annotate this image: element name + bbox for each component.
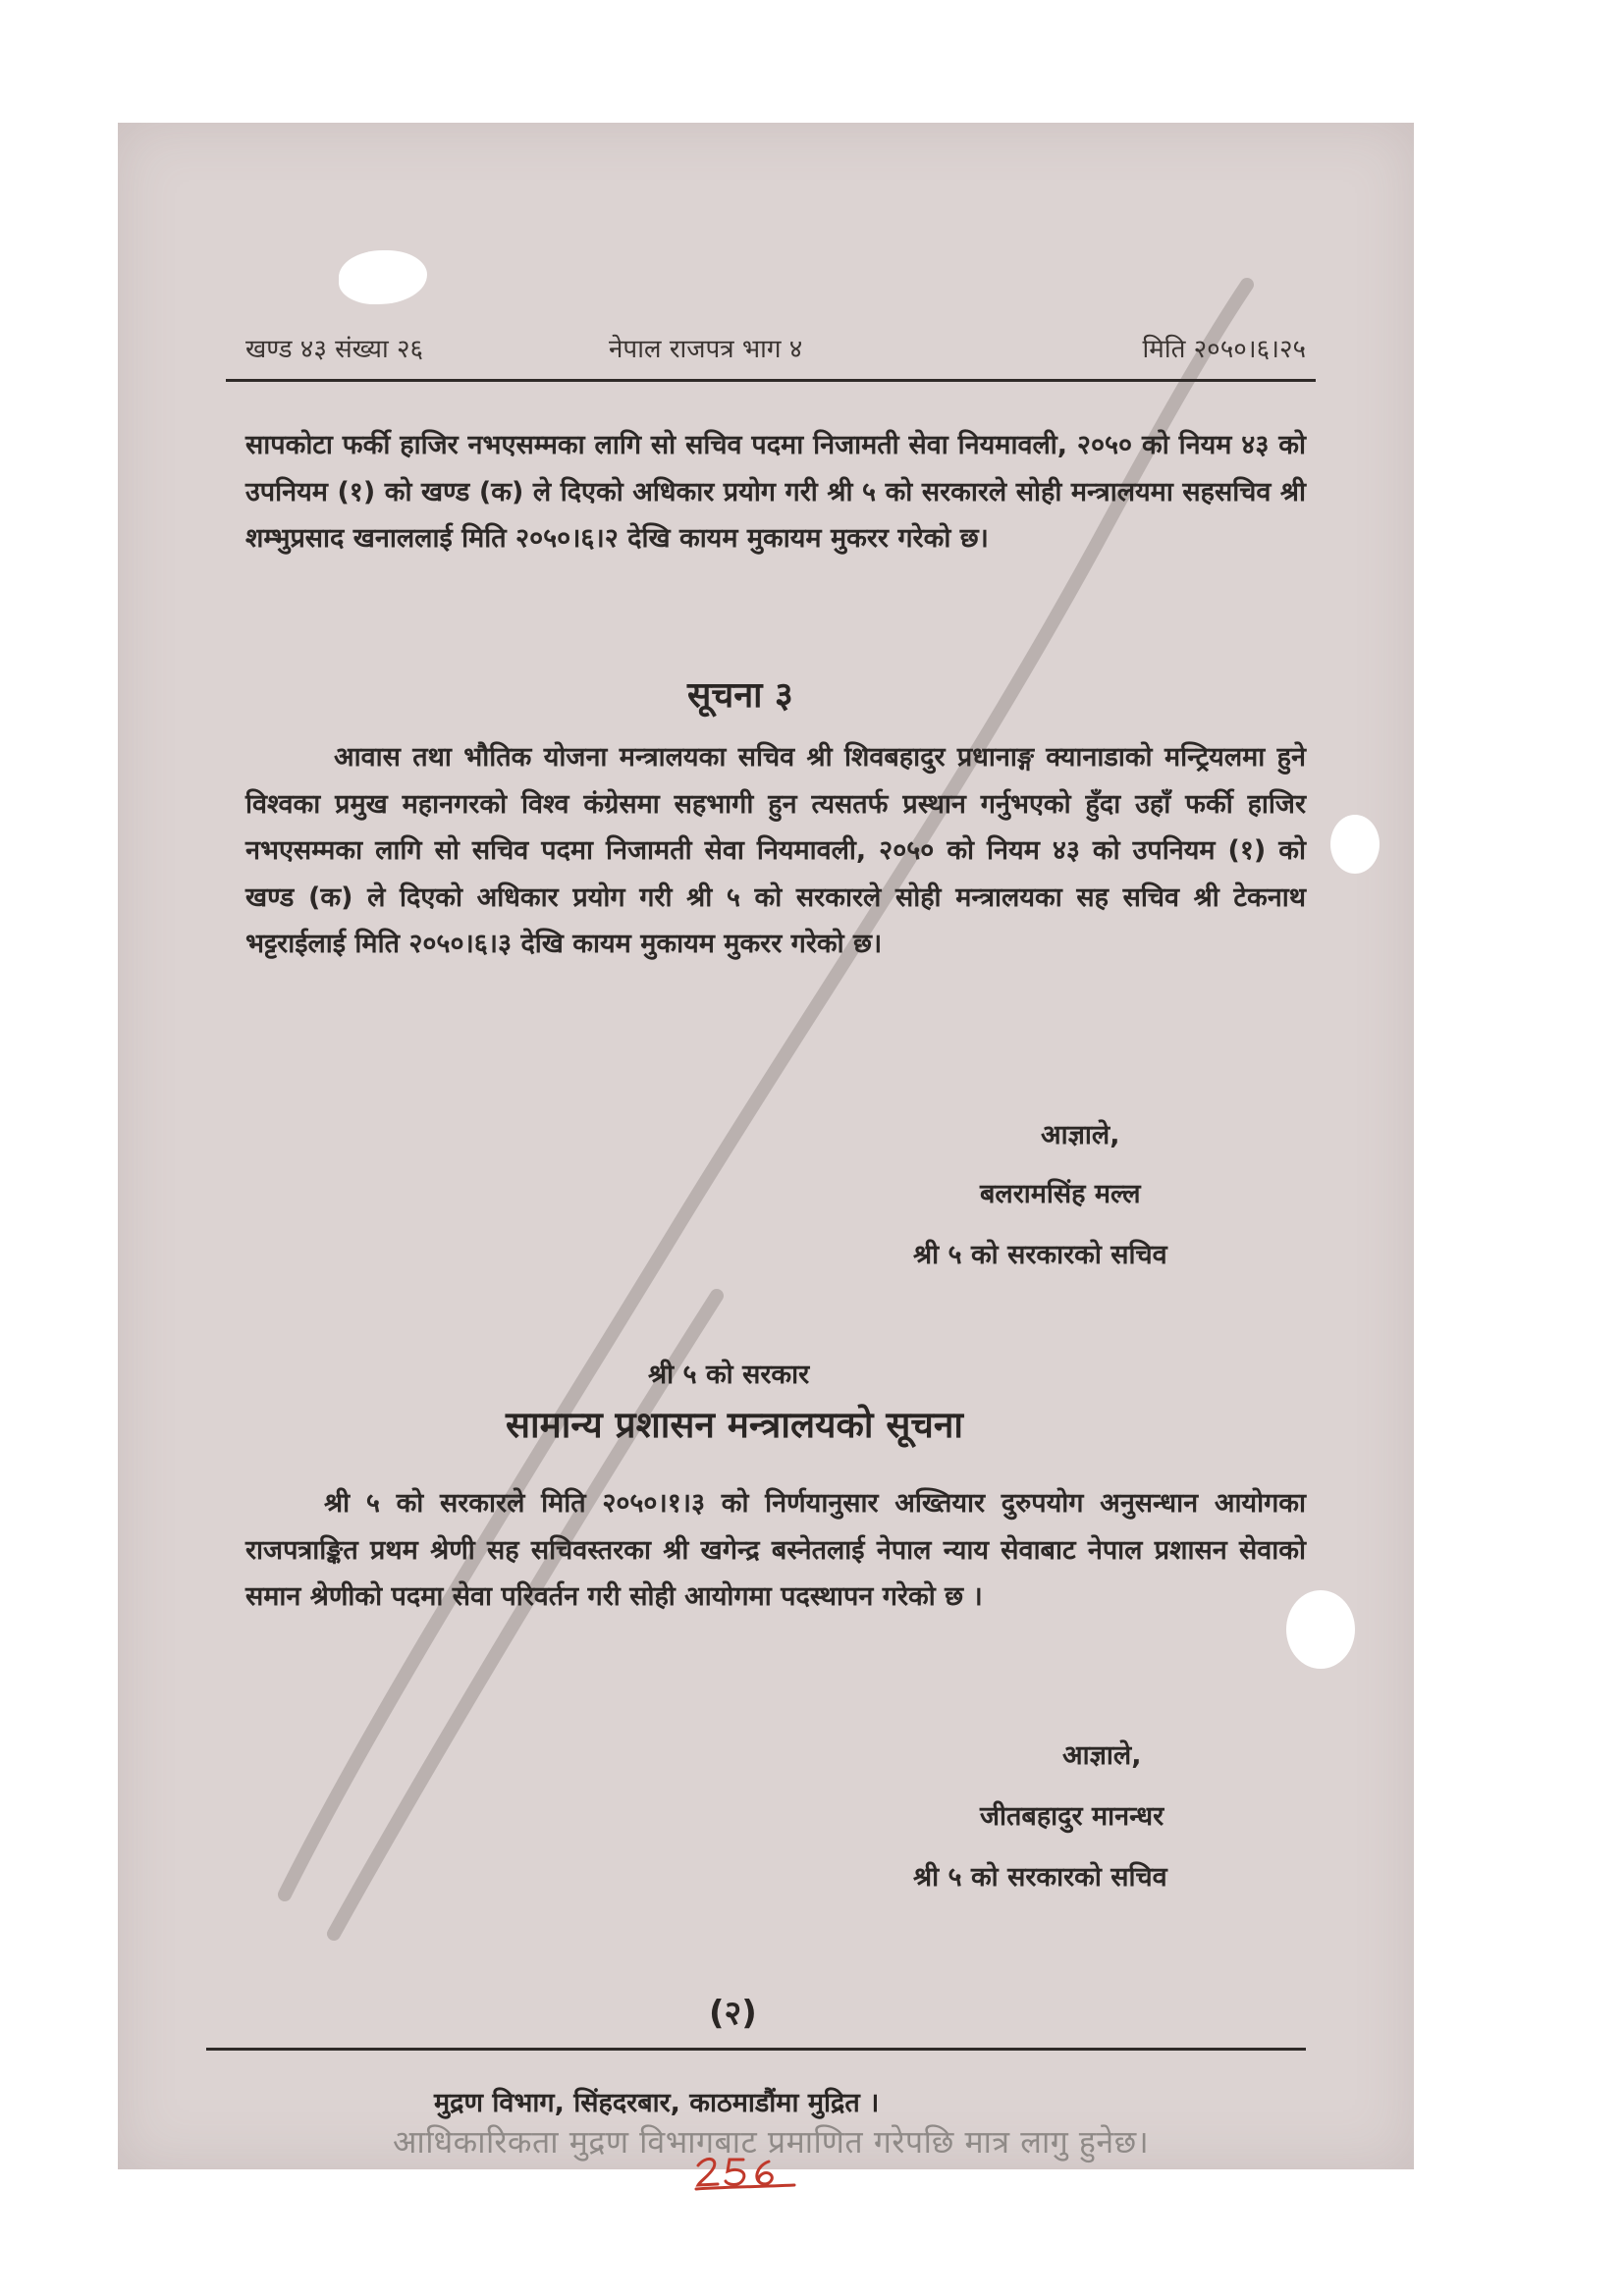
- paper-punch-hole: [1330, 815, 1380, 874]
- ministry-notice-heading: सामान्य प्रशासन मन्त्रालयको सूचना: [506, 1404, 963, 1446]
- notice-3-heading: सूचना ३: [687, 675, 793, 716]
- gazette-header: [245, 324, 1306, 367]
- signatory-title: श्री ५ को सरकारको सचिव: [913, 1240, 1167, 1270]
- notice-3-paragraph: आवास तथा भौतिक योजना मन्त्रालयका सचिव श्री शिवबहादुर प्रधानाङ्ग क्यानाडाको मन्ट्रियलमा हुने विश्वका प्रमुख महानगरको विश्व कंग्रेसमा सहभागी हुन त्यसतर्फ प्रस्थान गर्नुभएको हुँदा उहाँ फर्की हाजिर नभएसम्मका लागि सो सचिव पदमा निजामती सेवा नियमावली, २०५० को नियम ४३ को उपनियम (१) को खण्ड (क) ले दिएको अधिकार प्रयोग गरी श्री ५ को सरकारले सोही मन्त्रालयका सह सचिव श्री टेकनाथ भट्टराईलाई मिति २०५०।६।३ देखि कायम मुकायम मुकरर गरेको छ।: [245, 742, 1306, 959]
- paper-damage-hole: [339, 250, 427, 304]
- signatory-name: जीतबहादुर मानन्धर: [980, 1801, 1164, 1832]
- page-number: (२): [709, 1994, 757, 2033]
- header-divider: [226, 379, 1316, 382]
- gazette-title: नेपाल राजपत्र भाग ४: [609, 335, 803, 364]
- handwritten-page-number: [692, 2152, 800, 2191]
- footer-divider: [206, 2048, 1306, 2051]
- signature-by-order: आज्ञाले,: [1062, 1740, 1142, 1771]
- volume-issue: खण्ड ४३ संख्या २६: [245, 335, 424, 364]
- government-line: श्री ५ को सरकार: [648, 1360, 810, 1390]
- ministry-notice-paragraph: श्री ५ को सरकारले मिति २०५०।१।३ को निर्णयानुसार अख्तियार दुरुपयोग अनुसन्धान आयोगका राजपत्राङ्कित प्रथम श्रेणी सह सचिवस्तरका श्री खगेन्द्र बस्नेतलाई नेपाल न्याय सेवाबाट नेपाल प्रशासन सेवाको समान श्रेणीको पदमा सेवा परिवर्तन गरी सोही आयोगमा पदस्थापन गरेको छ ।: [245, 1488, 1306, 1612]
- signature-by-order: आज्ञाले,: [1041, 1120, 1120, 1150]
- notice-continued-paragraph: सापकोटा फर्की हाजिर नभएसम्मका लागि सो सचिव पदमा निजामती सेवा नियमावली, २०५० को नियम ४३ को उपनियम (१) को खण्ड (क) ले दिएको अधिकार प्रयोग गरी श्री ५ को सरकारले सोही मन्त्रालयमा सहसचिव श्री शम्भुप्रसाद खनाललाई मिति २०५०।६।२ देखि कायम मुकायम मुकरर गरेको छ।: [245, 430, 1306, 554]
- authentication-note: आधिकारिकता मुद्रण विभागबाट प्रमाणित गरेपछि मात्र लागु हुनेछ।: [393, 2123, 1150, 2161]
- signatory-name: बलरामसिंह मल्ल: [980, 1179, 1141, 1209]
- printer-footer: मुद्रण विभाग, सिंहदरबार, काठमाडौंमा मुद्रित ।: [434, 2088, 880, 2118]
- signatory-title: श्री ५ को सरकारको सचिव: [913, 1862, 1167, 1893]
- gazette-date: मिति २०५०।६।२५: [1142, 335, 1306, 364]
